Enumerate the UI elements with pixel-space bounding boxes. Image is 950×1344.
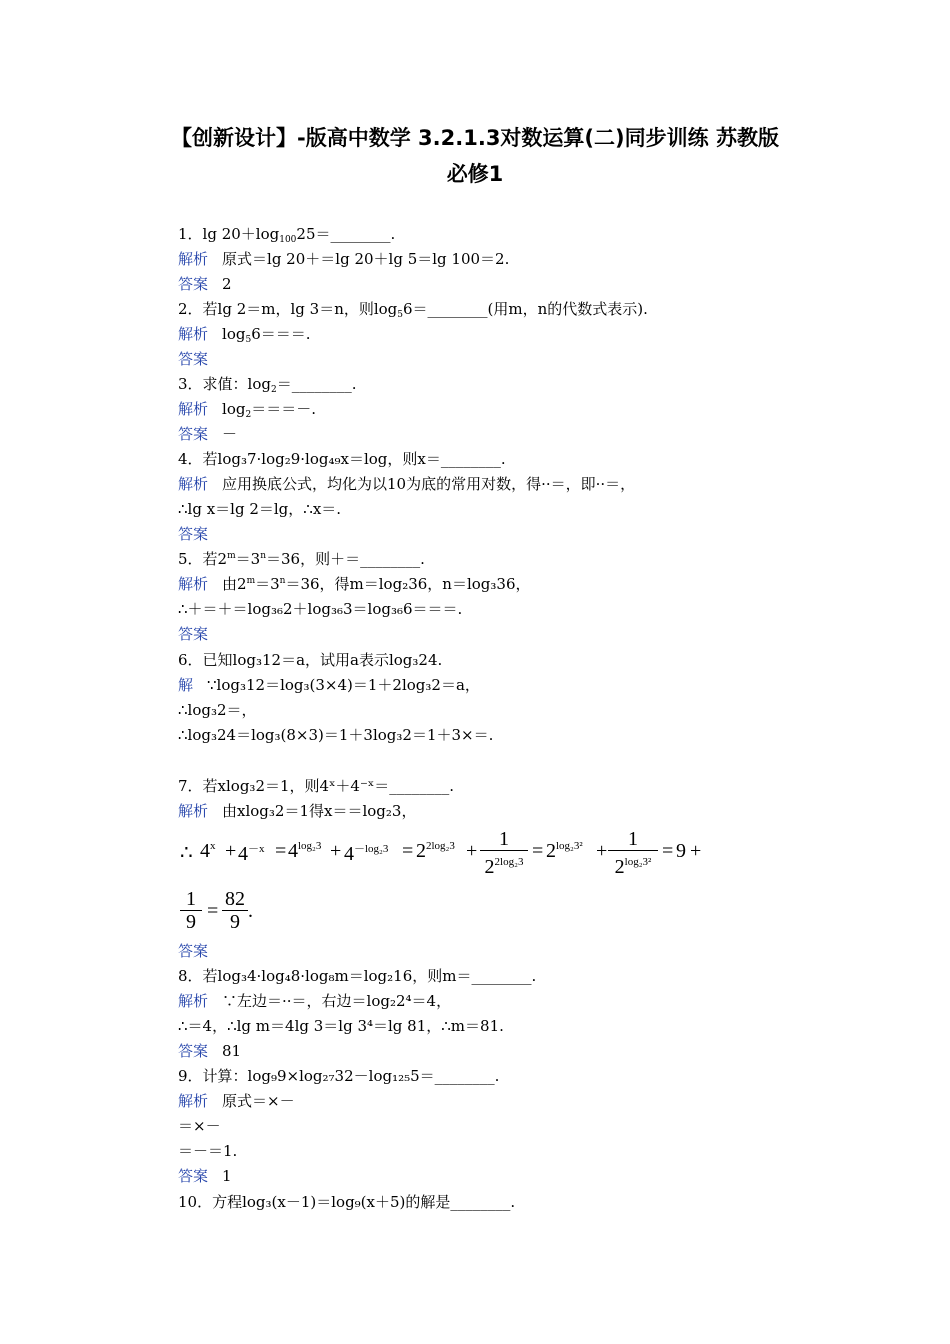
problem-1-question: 1．$\lg 20+\log_{100}25=\_\_\_\_\_\_\_\_$. (178, 225, 396, 245)
problem-8-analysis: 解析 ∵左边＝··＝，右边＝log₂2⁴＝4， (178, 992, 452, 1010)
eq-plus-2: + (330, 840, 342, 862)
problem-8-answer: 答案 81 (178, 1042, 242, 1060)
answer-label: 答案 (178, 425, 209, 443)
problem-7-question: 7．若xlog₃2＝1，则4ˣ＋4⁻ˣ＝________. (178, 777, 455, 795)
problem-10-question: 10．方程log₃(x－1)＝log₉(x＋5)的解是________. (178, 1193, 516, 1211)
analysis-label: 解析 (178, 400, 209, 418)
analysis-label: 解析 (178, 475, 209, 493)
analysis-label: 解析 (178, 1092, 209, 1110)
problem-6-solution: 解 ∵log₃12＝log₃(3×4)＝1＋2log₃2＝a， (178, 676, 480, 694)
eq-period: . (248, 900, 253, 922)
eq-term-2-2log23: $2^{2log_23}$ (416, 840, 455, 862)
eq-therefore: ∴ (180, 842, 193, 864)
eq-plus-1: + (225, 840, 237, 862)
title-line-1: 【创新设计】-版高中数学 3.2.1.3对数运算(二)同步训练 苏教版 (171, 126, 779, 150)
problem-9-analysis-2: ＝×－ (178, 1117, 221, 1135)
eq-equals-3: = (532, 840, 544, 862)
problem-4-answer (178, 524, 222, 544)
eq-term-4x: 4$^x$ (200, 840, 216, 862)
eq-plus-3: + (466, 840, 478, 862)
answer-label: 答案 (178, 350, 209, 368)
problem-2-answer (178, 349, 222, 369)
problem-2-question: 2．若lg 2＝m，lg 3＝n，则$\log_56=\_\_\_\_\_\_\_\_$(用m，n的代数式表示). (178, 300, 648, 320)
analysis-label: 解析 (178, 802, 209, 820)
problem-1-answer: 答案 2 (178, 275, 232, 293)
problem-5-answer (178, 624, 222, 644)
eq-term-4neglog23: $4^{-log_23}$ (344, 843, 389, 865)
answer-label: 答案 (178, 275, 209, 293)
problem-3-question: 3．求值：$\log_2=\_\_\_\_\_\_\_\_$. (178, 375, 357, 395)
problem-5-question: 5．若$2^m=3^n=36$，则＋＝________. (178, 550, 425, 568)
problem-4-analysis-2: ∴lg x＝lg 2＝lg，∴x＝. (178, 500, 342, 518)
eq-plus-4: + (596, 840, 608, 862)
problem-3-answer: 答案 － (178, 425, 238, 443)
problem-9-question: 9．计算：log₉9×log₂₇32－log₁₂₅5＝________. (178, 1067, 500, 1085)
problem-4-question: 4．若log₃7·log₂9·log₄₉x＝log，则x＝________. (178, 450, 506, 468)
eq-nine: 9 (676, 840, 686, 862)
eq-fraction-1-9: 1 9 (180, 888, 202, 933)
problem-8-analysis-2: ∴＝4，∴lg m＝4lg 3＝lg 3⁴＝lg 81，∴m＝81. (178, 1017, 504, 1035)
eq-fraction-1: 1 $2^{2log_23}$ (480, 828, 528, 878)
problem-3-analysis: 解析 $\log_2===-$. (178, 400, 316, 420)
eq-equals-5: = (207, 900, 219, 922)
eq-fraction-2: 1 $2^{log_23^2}$ (608, 828, 658, 878)
problem-4-analysis: 解析 应用换底公式，均化为以10为底的常用对数，得··＝，即··＝， (178, 475, 636, 493)
problem-5-analysis-2: ∴＋＝＋＝log₃₆2＋log₃₆3＝log₃₆6＝＝＝. (178, 600, 463, 618)
eq-equals-4: = (662, 840, 674, 862)
eq-term-4negx: $4^{-x}$ (238, 843, 265, 865)
problem-1-analysis: 解析 原式＝lg 20＋＝lg 20＋lg 5＝lg 100＝2. (178, 250, 510, 268)
analysis-label: 解析 (178, 250, 209, 268)
problem-9-analysis-3: ＝－＝1. (178, 1142, 238, 1160)
analysis-label: 解析 (178, 575, 209, 593)
problem-8-question: 8．若log₃4·log₄8·log₈m＝log₂16，则m＝________. (178, 967, 537, 985)
eq-equals-2: = (402, 840, 414, 862)
answer-label: 答案 (178, 1167, 209, 1185)
eq-plus-5: + (690, 840, 702, 862)
title-line-2: 必修1 (446, 162, 504, 186)
problem-7-analysis: 解析 由xlog₃2＝1得x＝＝log₂3， (178, 802, 417, 820)
answer-label: 答案 (178, 525, 209, 543)
problem-2-analysis: 解析 $\log_56===$. (178, 325, 311, 345)
eq-fraction-82-9: 82 9 (222, 888, 248, 933)
solution-label: 解 (178, 676, 194, 694)
problem-6-solution-2: ∴log₃2＝， (178, 701, 257, 719)
answer-label: 答案 (178, 1042, 209, 1060)
problem-6-solution-3: ∴log₃24＝log₃(8×3)＝1＋3log₃2＝1＋3×＝. (178, 726, 494, 744)
problem-9-analysis: 解析 原式＝×－ (178, 1092, 295, 1110)
eq-equals-1: = (275, 840, 287, 862)
eq-term-4log23: $4^{log_23}$ (288, 840, 322, 862)
problem-7-answer (178, 941, 222, 961)
answer-label: 答案 (178, 625, 209, 643)
analysis-label: 解析 (178, 992, 209, 1010)
answer-label: 答案 (178, 942, 209, 960)
eq-term-2-log232: $2^{log_23^2}$ (546, 840, 583, 862)
problem-5-analysis: 解析 由$2^m=3^n=36$，得m＝log₂36，n＝log₃36， (178, 575, 531, 593)
analysis-label: 解析 (178, 325, 209, 343)
problem-6-question: 6．已知log₃12＝a，试用a表示log₃24. (178, 651, 443, 669)
problem-9-answer: 答案 1 (178, 1167, 232, 1185)
